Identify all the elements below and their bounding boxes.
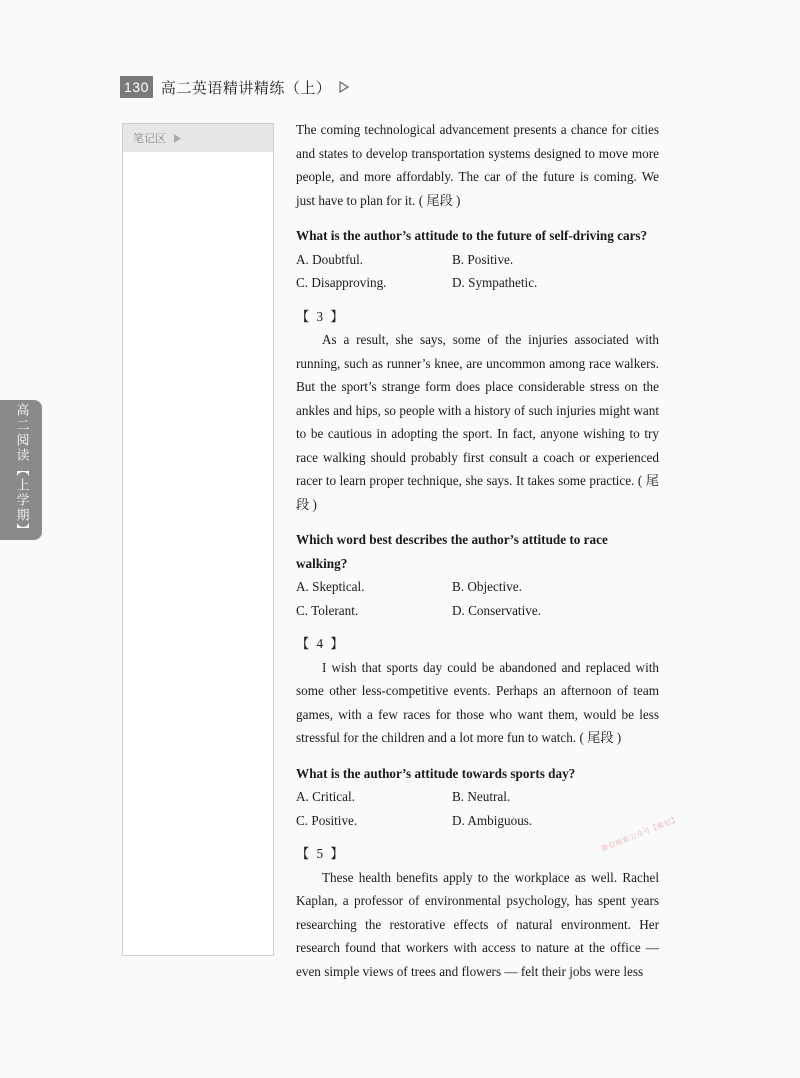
notes-area — [122, 123, 274, 956]
section-label-5: 【 5 】 — [296, 846, 346, 861]
side-tab-label: 高二阅读【上学期】 — [13, 402, 29, 538]
option: D. Conservative. — [452, 602, 541, 618]
section-5-paragraph: These health benefits apply to the workplace as well. Rachel Kaplan, a professor of environmental psychology, has spent years researching the restorative effects of natural environment. Her research found that workers with access to nature at the office — even simple views of trees and flowers — felt their jobs were less — [296, 869, 659, 979]
section-4-paragraph: I wish that sports day could be abandoned and replaced with some other less-competitive events. Perhaps an afternoon of team games, with a few races for those who want them, would be less stressful for the children and a lot more fun to watch. ( 尾段 ) — [296, 659, 659, 745]
option: B. Positive. — [452, 251, 514, 267]
option: D. Ambiguous. — [452, 812, 533, 828]
triangle-right-icon — [174, 134, 181, 143]
intro-paragraph: The coming technological advancement presents a chance for cities and states to develop transportation systems designed to move more people, and more affordably. The car of the future is coming. We just have to plan for it. ( 尾段 ) — [296, 122, 659, 208]
question-3: Which word best describes the author’s attitude to race walking? — [296, 532, 608, 571]
question-4-options — [296, 785, 659, 832]
question-1: What is the author’s attitude to the future of self-driving cars? — [296, 228, 648, 243]
page-header — [120, 74, 349, 100]
notes-header — [123, 124, 273, 152]
option: A. Critical. — [296, 789, 355, 804]
notes-label: 笔记区 — [133, 132, 166, 145]
option: D. Sympathetic. — [452, 275, 538, 290]
page-number: 130 — [120, 76, 153, 98]
section-label-3: 【 3 】 — [296, 308, 346, 324]
side-tab — [0, 400, 42, 540]
option: C. Tolerant. — [296, 602, 359, 618]
option: C. Positive. — [296, 812, 358, 828]
question-4: What is the author’s attitude towards sports day? — [296, 765, 576, 781]
option: B. Neutral. — [452, 789, 511, 804]
option: B. Objective. — [452, 579, 522, 594]
section-label-4: 【 4 】 — [296, 636, 346, 651]
option: A. Doubtful. — [296, 251, 364, 267]
option: A. Skeptical. — [296, 579, 365, 594]
question-1-options — [296, 248, 659, 295]
triangle-right-icon — [339, 81, 349, 93]
section-3-paragraph: As a result, she says, some of the injuries associated with running, such as runner’s knee, are uncommon among race walkers. But the sport’s strange form does place considerable stress on the ankles and hips, so people with a history of such injuries might want to be cautious in adopting the sport. In fact, anyone wishing to try race walking should probably first consult a coach or experienced racer to learn proper technique, she says. It takes some practice. ( 尾段 ) — [296, 332, 659, 512]
question-3-options — [296, 575, 659, 622]
watermark: 微信搜索公众号【偷拍】 — [600, 815, 680, 854]
option: C. Disapproving. — [296, 275, 387, 290]
book-title: 高二英语精讲精练（上） — [160, 78, 332, 97]
